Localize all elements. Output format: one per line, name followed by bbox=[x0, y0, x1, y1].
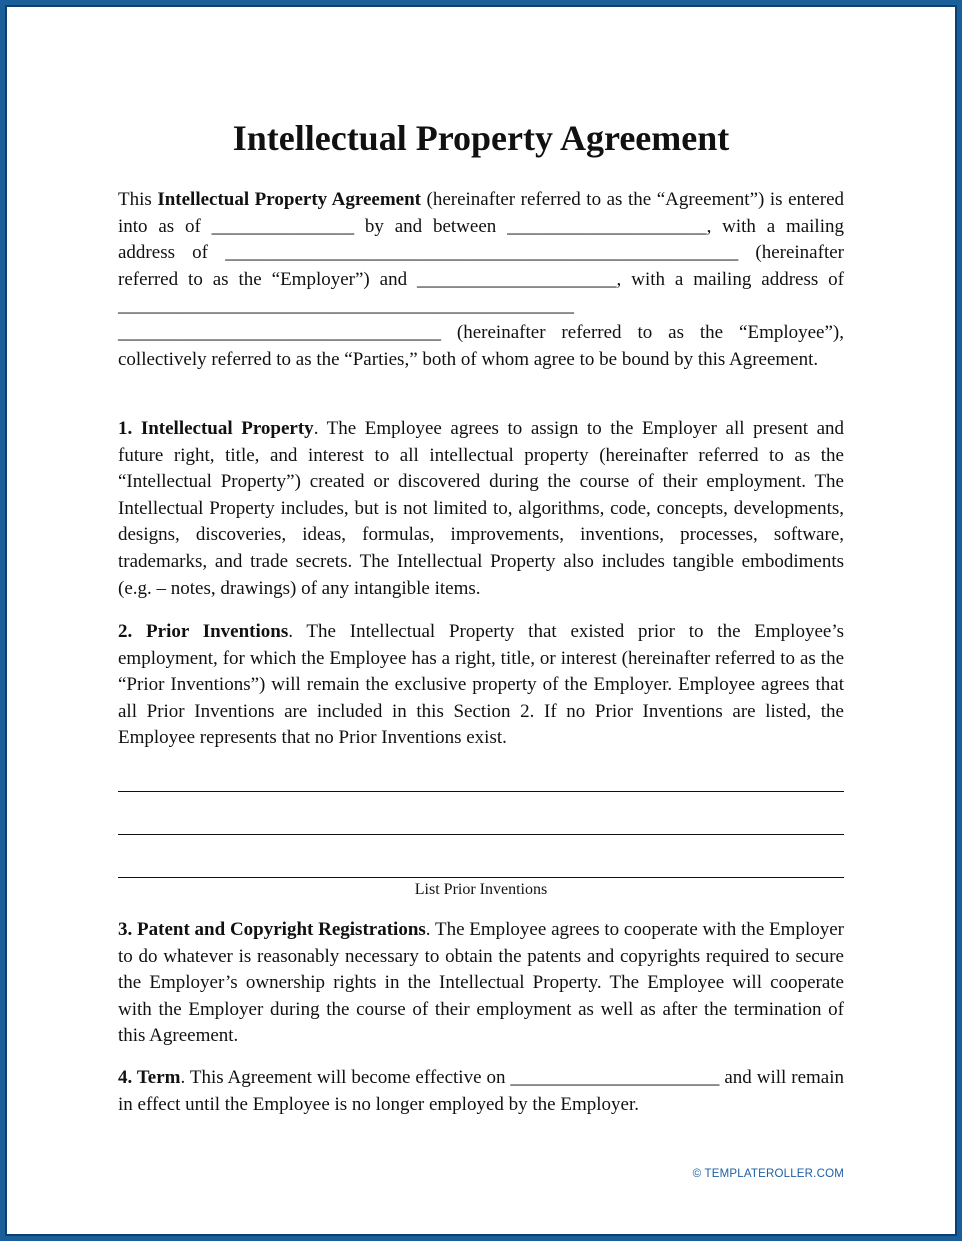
section-patent-copyright bbox=[118, 917, 844, 1050]
section-intellectual-property bbox=[118, 416, 844, 602]
prior-invention-blank-3[interactable] bbox=[118, 877, 844, 878]
section-heading: 2. Prior Inventions bbox=[118, 621, 289, 642]
prior-invention-blank-2[interactable] bbox=[118, 834, 844, 835]
document-sheet bbox=[5, 5, 957, 1236]
footer-copyright-link[interactable]: © TEMPLATEROLLER.COM bbox=[692, 1168, 844, 1180]
intro-text: (hereinafter referred to as the “Agreement”) is entered into as of _______________ by and between _____________________, with a mailing address of ______________________________________________________ (hereinafter referred to as the “Employer”) and _____________________, with a mailing address of ________________________________________________ __________________________________ (hereinafter referred to as the “Employee”), collectively referred to as the “Parties,” both of whom agree to be bound by this Agreement. bbox=[118, 189, 844, 370]
prior-invention-blank-1[interactable] bbox=[118, 791, 844, 792]
section-body: . The Intellectual Property that existed prior to the Employee’s employment, for which the Employee has a right, title, or interest (hereinafter referred to as the “Prior Inventions”) will remain the exclusive property of the Employer. Employee agrees that all Prior Inventions are included in this Section 2. If no Prior Inventions are listed, the Employee represents that no Prior Inventions exist. bbox=[118, 621, 844, 749]
section-term bbox=[118, 1065, 844, 1118]
section-body: . This Agreement will become effective on ______________________ and will remain in effect until the Employee is no longer employed by the Employer. bbox=[118, 1067, 844, 1115]
section-heading: 1. Intellectual Property bbox=[118, 418, 314, 439]
section-body: . The Employee agrees to cooperate with the Employer to do whatever is reasonably necessary to obtain the patents and copyrights required to secure the Employer’s ownership rights in the Intellectual Property. The Employee will cooperate with the Employer during the course of their employment as well as after the termination of this Agreement. bbox=[118, 919, 844, 1047]
intro-this: This bbox=[118, 189, 158, 210]
intro-agreement-name: Intellectual Property Agreement bbox=[157, 189, 421, 210]
section-body: . The Employee agrees to assign to the Employer all present and future right, title, and interest to all intellectual property (hereinafter referred to as the “Intellectual Property”) created or discovered during the course of their employment. The Intellectual Property includes, but is not limited to, algorithms, code, concepts, developments, designs, discoveries, ideas, formulas, improvements, inventions, processes, software, trademarks, and trade secrets. The Intellectual Property also includes tangible embodiments (e.g. – notes, drawings) of any intangible items. bbox=[118, 418, 844, 599]
section-prior-inventions bbox=[118, 619, 844, 752]
section-heading: 3. Patent and Copyright Registrations bbox=[118, 919, 426, 940]
prior-inventions-caption: List Prior Inventions bbox=[414, 881, 548, 898]
document-title: Intellectual Property Agreement bbox=[232, 118, 730, 158]
section-heading: 4. Term bbox=[118, 1067, 181, 1088]
intro-paragraph bbox=[118, 187, 844, 373]
